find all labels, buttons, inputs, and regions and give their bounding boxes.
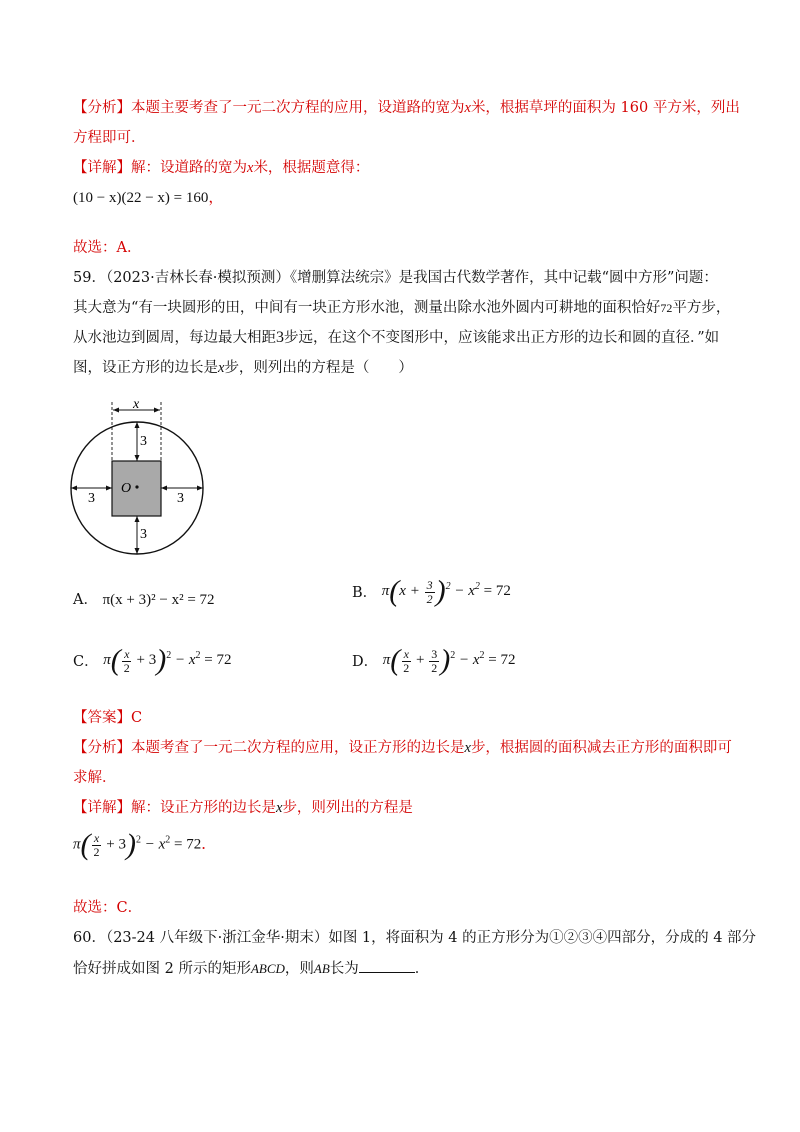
q59-analysis-line2: 求解． <box>73 770 117 786</box>
option-c-equation: π( $\frac{x}{2}$ + $3)^2 - x^2 = 72$ <box>103 644 232 677</box>
q59-detail-equation: π( $\frac{x}{2}$ + $3)^2 - x^2 = 72$． <box>73 828 217 861</box>
figure-label-3-left: 3 <box>88 491 95 506</box>
q59-figure <box>64 398 212 568</box>
figure-label-3-top: 3 <box>140 434 147 449</box>
q58-choose: 故选：A． <box>73 240 142 256</box>
detail-tag: 【详解】 <box>73 160 131 176</box>
q59-stem-line1: 59．（2023·吉林长春·模拟预测）《增删算法统宗》是我国古代数学著作，其中记载“圆中方形”问题： <box>73 270 718 286</box>
option-d-equation: π( $\frac{x}{2}$ + $\frac{3}{2}$ )$^2 - x^2 = 72$ <box>382 644 516 677</box>
option-a-equation: π(x + 3)² − x² = 72 <box>102 592 215 608</box>
q60-stem-line1: 60．（23-24 八年级下·浙江金华·期末）如图 1，将面积为 4 的正方形分为①②③④四部分，分成的 4 部分 <box>73 930 757 946</box>
option-b[interactable]: B． π(x + $\frac{3}{2}$ )$^2 - x^2 = 72$ <box>352 575 511 608</box>
answer-blank[interactable] <box>359 958 415 973</box>
analysis-tag: 【分析】 <box>73 100 131 116</box>
q59-stem-line3: 从水池边到圆周，每边最大相距3步远，在这个不变图形中，应该能求出正方形的边长和圆的直径．”如 <box>73 329 720 346</box>
option-b-equation: π(x + $\frac{3}{2}$ )$^2 - x^2 = 72$ <box>381 575 511 608</box>
figure-label-3-right: 3 <box>177 491 184 506</box>
option-a[interactable]: A． π(x + 3)² − x² = 72 <box>73 592 215 608</box>
q58-detail-line: 【详解】解：设道路的宽为x米，根据题意得： <box>73 160 370 176</box>
q58-analysis-line2: 方程即可． <box>73 130 146 146</box>
q59-analysis-line1: 【分析】本题考查了一元二次方程的应用，设正方形的边长是x步，根据圆的面积减去正方形的面积即可 <box>73 740 732 756</box>
option-d[interactable]: D． π( $\frac{x}{2}$ + $\frac{3}{2}$ )$^2 - x^2 = 72$ <box>352 644 516 677</box>
q58-equation: (10 − x)(22 − x) = 160， <box>73 190 224 206</box>
q59-choose: 故选：C． <box>73 900 143 916</box>
answer-tag: 【答案】 <box>73 710 131 726</box>
q59-detail-line: 【详解】解：设正方形的边长是x步，则列出的方程是 <box>73 800 413 816</box>
q58-analysis-line1: 【分析】本题主要考查了一元二次方程的应用，设道路的宽为x米，根据草坪的面积为 160 平方米，列出 <box>73 100 740 116</box>
figure-label-o: O <box>121 481 132 496</box>
q60-stem-line2: 恰好拼成如图 2 所示的矩形ABCD，则AB长为 ． <box>73 958 429 979</box>
q59-stem-line2: 其大意为“有一块圆形的田，中间有一块正方形水池，测量出除水池外圆内可耕地的面积恰好72平方步， <box>73 300 731 316</box>
option-c[interactable]: C． π( $\frac{x}{2}$ + $3)^2 - x^2 = 72$ <box>73 644 232 677</box>
q59-answer: 【答案】C <box>73 710 143 726</box>
figure-label-3-bottom: 3 <box>140 527 147 542</box>
q59-stem-line4: 图，设正方形的边长是x步，则列出的方程是（ ） <box>73 360 413 376</box>
figure-label-x: x <box>133 398 140 412</box>
